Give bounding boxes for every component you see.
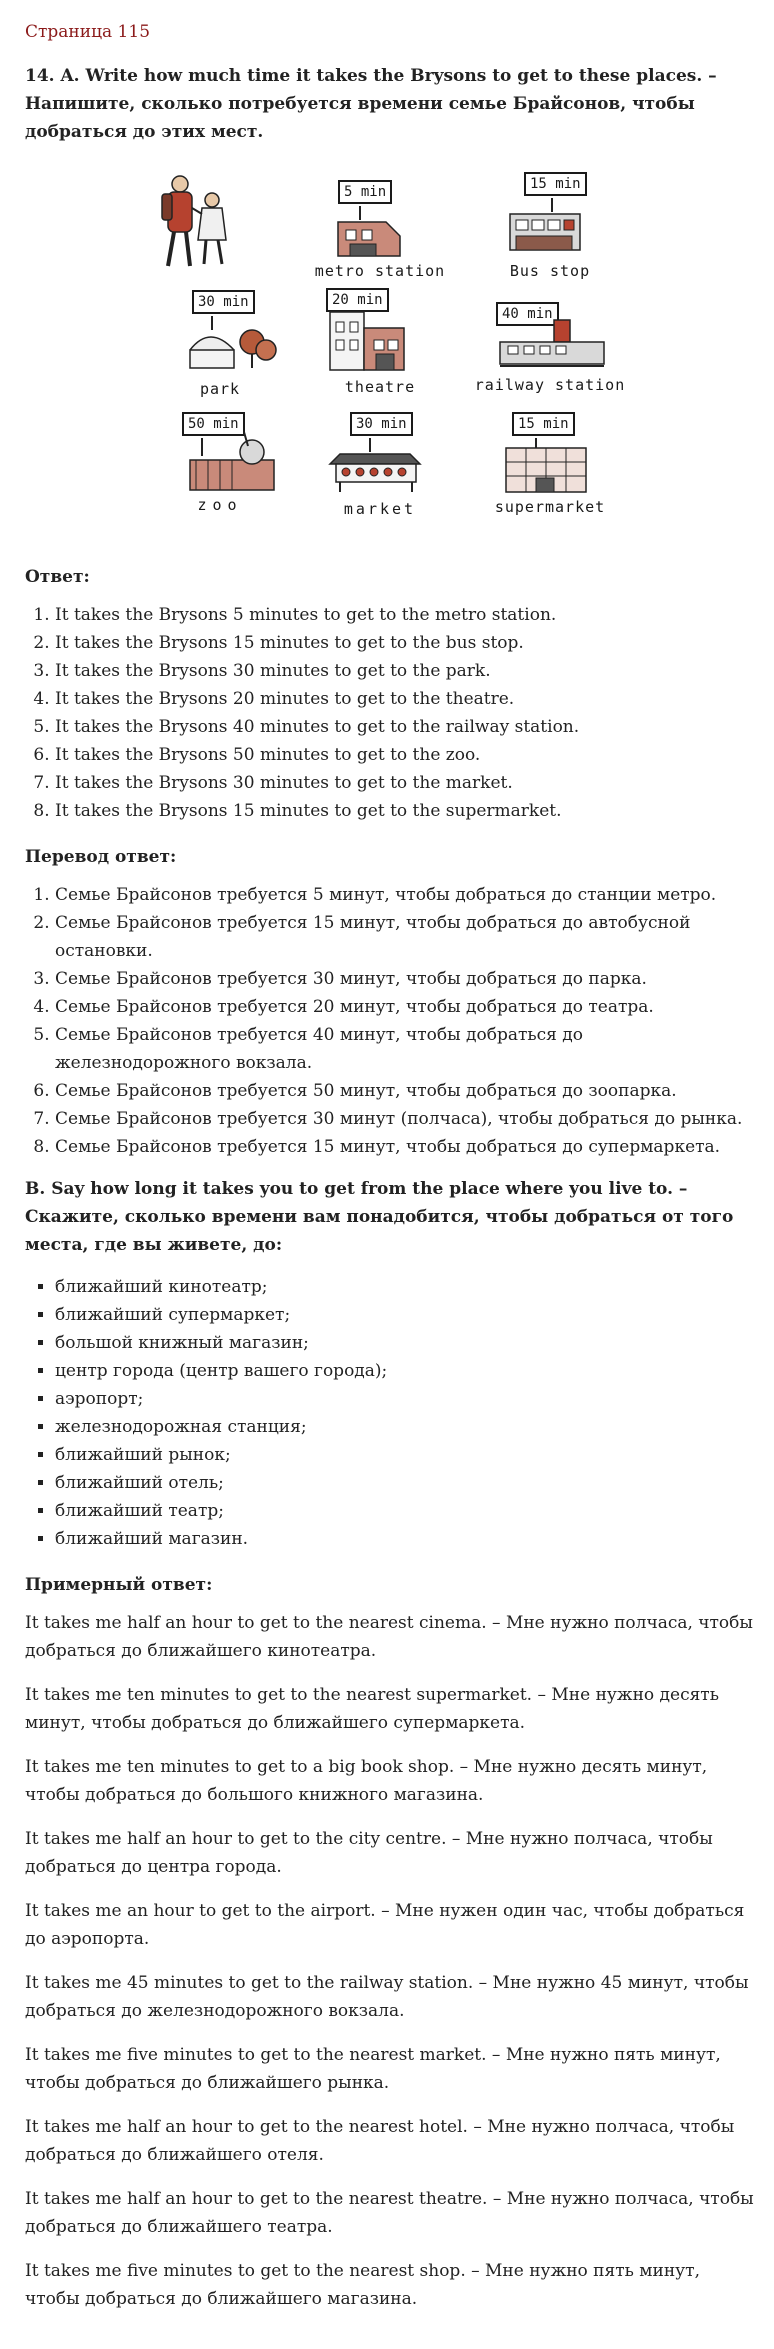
- place-caption: metro station: [314, 262, 446, 280]
- time-sign: 20 min: [326, 288, 389, 312]
- place-caption: supermarket: [494, 498, 606, 516]
- list-item: 2. It takes the Brysons 15 minutes to get to the bus stop.: [55, 629, 760, 657]
- list-item: ▪ центр города (центр вашего города);: [55, 1357, 760, 1385]
- list-item: ▪ аэропорт;: [55, 1385, 760, 1413]
- place-caption: zoo: [197, 496, 243, 514]
- answer-heading: Ответ:: [25, 567, 90, 587]
- tile-zoo: [130, 412, 310, 522]
- time-sign: 40 min: [496, 302, 559, 326]
- list-item: 6. Семье Брайсонов требуется 50 минут, чтобы добраться до зоопарка.: [55, 1077, 760, 1105]
- example-answer: It takes me ten minutes to get to the nearest supermarket. – Мне нужно десять минут, чтобы добраться до ближайшего супермаркета.: [25, 1685, 719, 1733]
- place-caption: Bus stop: [509, 262, 591, 280]
- time-sign: 50 min: [182, 412, 245, 436]
- task-a-title: 14. A. Write how much time it takes the Brysons to get to these places. – Напишите, сколько потребуется времени семье Брайсонов, чтобы добраться до этих мест.: [25, 66, 717, 142]
- list-item: 2. Семье Брайсонов требуется 15 минут, чтобы добраться до автобусной остановки.: [55, 909, 760, 965]
- list-item: 6. It takes the Brysons 50 minutes to get to the zoo.: [55, 741, 760, 769]
- example-answer: It takes me an hour to get to the airport. – Мне нужен один час, чтобы добраться до аэропорта.: [25, 1901, 745, 1949]
- place-caption: railway station: [474, 376, 626, 394]
- task-b-title: B. Say how long it takes you to get from the place where you live to. – Скажите, сколько времени вам понадобится, чтобы добраться от того места, где вы живете, до:: [25, 1179, 734, 1255]
- example-answer: It takes me 45 minutes to get to the railway station. – Мне нужно 45 минут, чтобы добраться до железнодорожного вокзала.: [25, 1973, 749, 2021]
- list-item: 1. Семье Брайсонов требуется 5 минут, чтобы добраться до станции метро.: [55, 881, 760, 909]
- list-item: ▪ ближайший рынок;: [55, 1441, 760, 1469]
- list-item: 4. It takes the Brysons 20 minutes to get to the theatre.: [55, 685, 760, 713]
- list-item: ▪ ближайший театр;: [55, 1497, 760, 1525]
- translation-heading: Перевод ответ:: [25, 847, 177, 867]
- list-item: 3. Семье Брайсонов требуется 30 минут, чтобы добраться до парка.: [55, 965, 760, 993]
- list-item: 8. Семье Брайсонов требуется 15 минут, чтобы добраться до супермаркета.: [55, 1133, 760, 1161]
- list-item: 5. It takes the Brysons 40 minutes to get to the railway station.: [55, 713, 760, 741]
- list-item: 5. Семье Брайсонов требуется 40 минут, чтобы добраться до железнодорожного вокзала.: [55, 1021, 760, 1077]
- time-sign: 30 min: [350, 412, 413, 436]
- tile-metro-station: [290, 180, 470, 290]
- tile-bus-stop: [460, 172, 640, 282]
- translations-list: [25, 881, 760, 1161]
- time-sign: 15 min: [512, 412, 575, 436]
- list-item: 4. Семье Брайсонов требуется 20 минут, чтобы добраться до театра.: [55, 993, 760, 1021]
- places-illustration: [0, 160, 774, 545]
- list-item: 7. Семье Брайсонов требуется 30 минут (полчаса), чтобы добраться до рынка.: [55, 1105, 760, 1133]
- list-item: ▪ большой книжный магазин;: [55, 1329, 760, 1357]
- list-item: 8. It takes the Brysons 15 minutes to get to the supermarket.: [55, 797, 760, 825]
- example-answer: It takes me half an hour to get to the nearest theatre. – Мне нужно полчаса, чтобы добраться до ближайшего театра.: [25, 2189, 754, 2237]
- time-sign: 15 min: [524, 172, 587, 196]
- tile-park: [130, 290, 310, 400]
- example-answer: It takes me five minutes to get to the nearest market. – Мне нужно пять минут, чтобы добраться до ближайшего рынка.: [25, 2045, 721, 2093]
- places-list: [25, 1273, 760, 1553]
- list-item: 7. It takes the Brysons 30 minutes to get to the market.: [55, 769, 760, 797]
- tile-theatre: [290, 288, 470, 398]
- tile-supermarket: [460, 412, 640, 522]
- tile-market: [290, 412, 470, 522]
- example-answer: It takes me ten minutes to get to a big book shop. – Мне нужно десять минут, чтобы добраться до большого книжного магазина.: [25, 1757, 708, 1805]
- time-sign: 30 min: [192, 290, 255, 314]
- place-caption: park: [199, 380, 241, 398]
- list-item: 1. It takes the Brysons 5 minutes to get to the metro station.: [55, 601, 760, 629]
- list-item: ▪ ближайший супермаркет;: [55, 1301, 760, 1329]
- place-caption: market: [343, 500, 417, 518]
- example-answer: It takes me half an hour to get to the city centre. – Мне нужно полчаса, чтобы добраться до центра города.: [25, 1829, 713, 1877]
- example-answer: It takes me half an hour to get to the nearest cinema. – Мне нужно полчаса, чтобы добраться до ближайшего кинотеатра.: [25, 1613, 753, 1661]
- answers-list: [25, 601, 760, 825]
- example-answer: It takes me half an hour to get to the nearest hotel. – Мне нужно полчаса, чтобы добраться до ближайшего отеля.: [25, 2117, 735, 2165]
- list-item: ▪ железнодорожная станция;: [55, 1413, 760, 1441]
- page-number: Страница 115: [25, 22, 151, 42]
- time-sign: 5 min: [338, 180, 392, 204]
- example-answer: It takes me five minutes to get to the nearest shop. – Мне нужно пять минут, чтобы добраться до ближайшего магазина.: [25, 2261, 700, 2309]
- list-item: ▪ ближайший магазин.: [55, 1525, 760, 1553]
- place-caption: theatre: [344, 378, 416, 396]
- tile-railway-station: [460, 288, 640, 398]
- list-item: 3. It takes the Brysons 30 minutes to get to the park.: [55, 657, 760, 685]
- list-item: ▪ ближайший кинотеатр;: [55, 1273, 760, 1301]
- example-heading: Примерный ответ:: [25, 1575, 213, 1595]
- list-item: ▪ ближайший отель;: [55, 1469, 760, 1497]
